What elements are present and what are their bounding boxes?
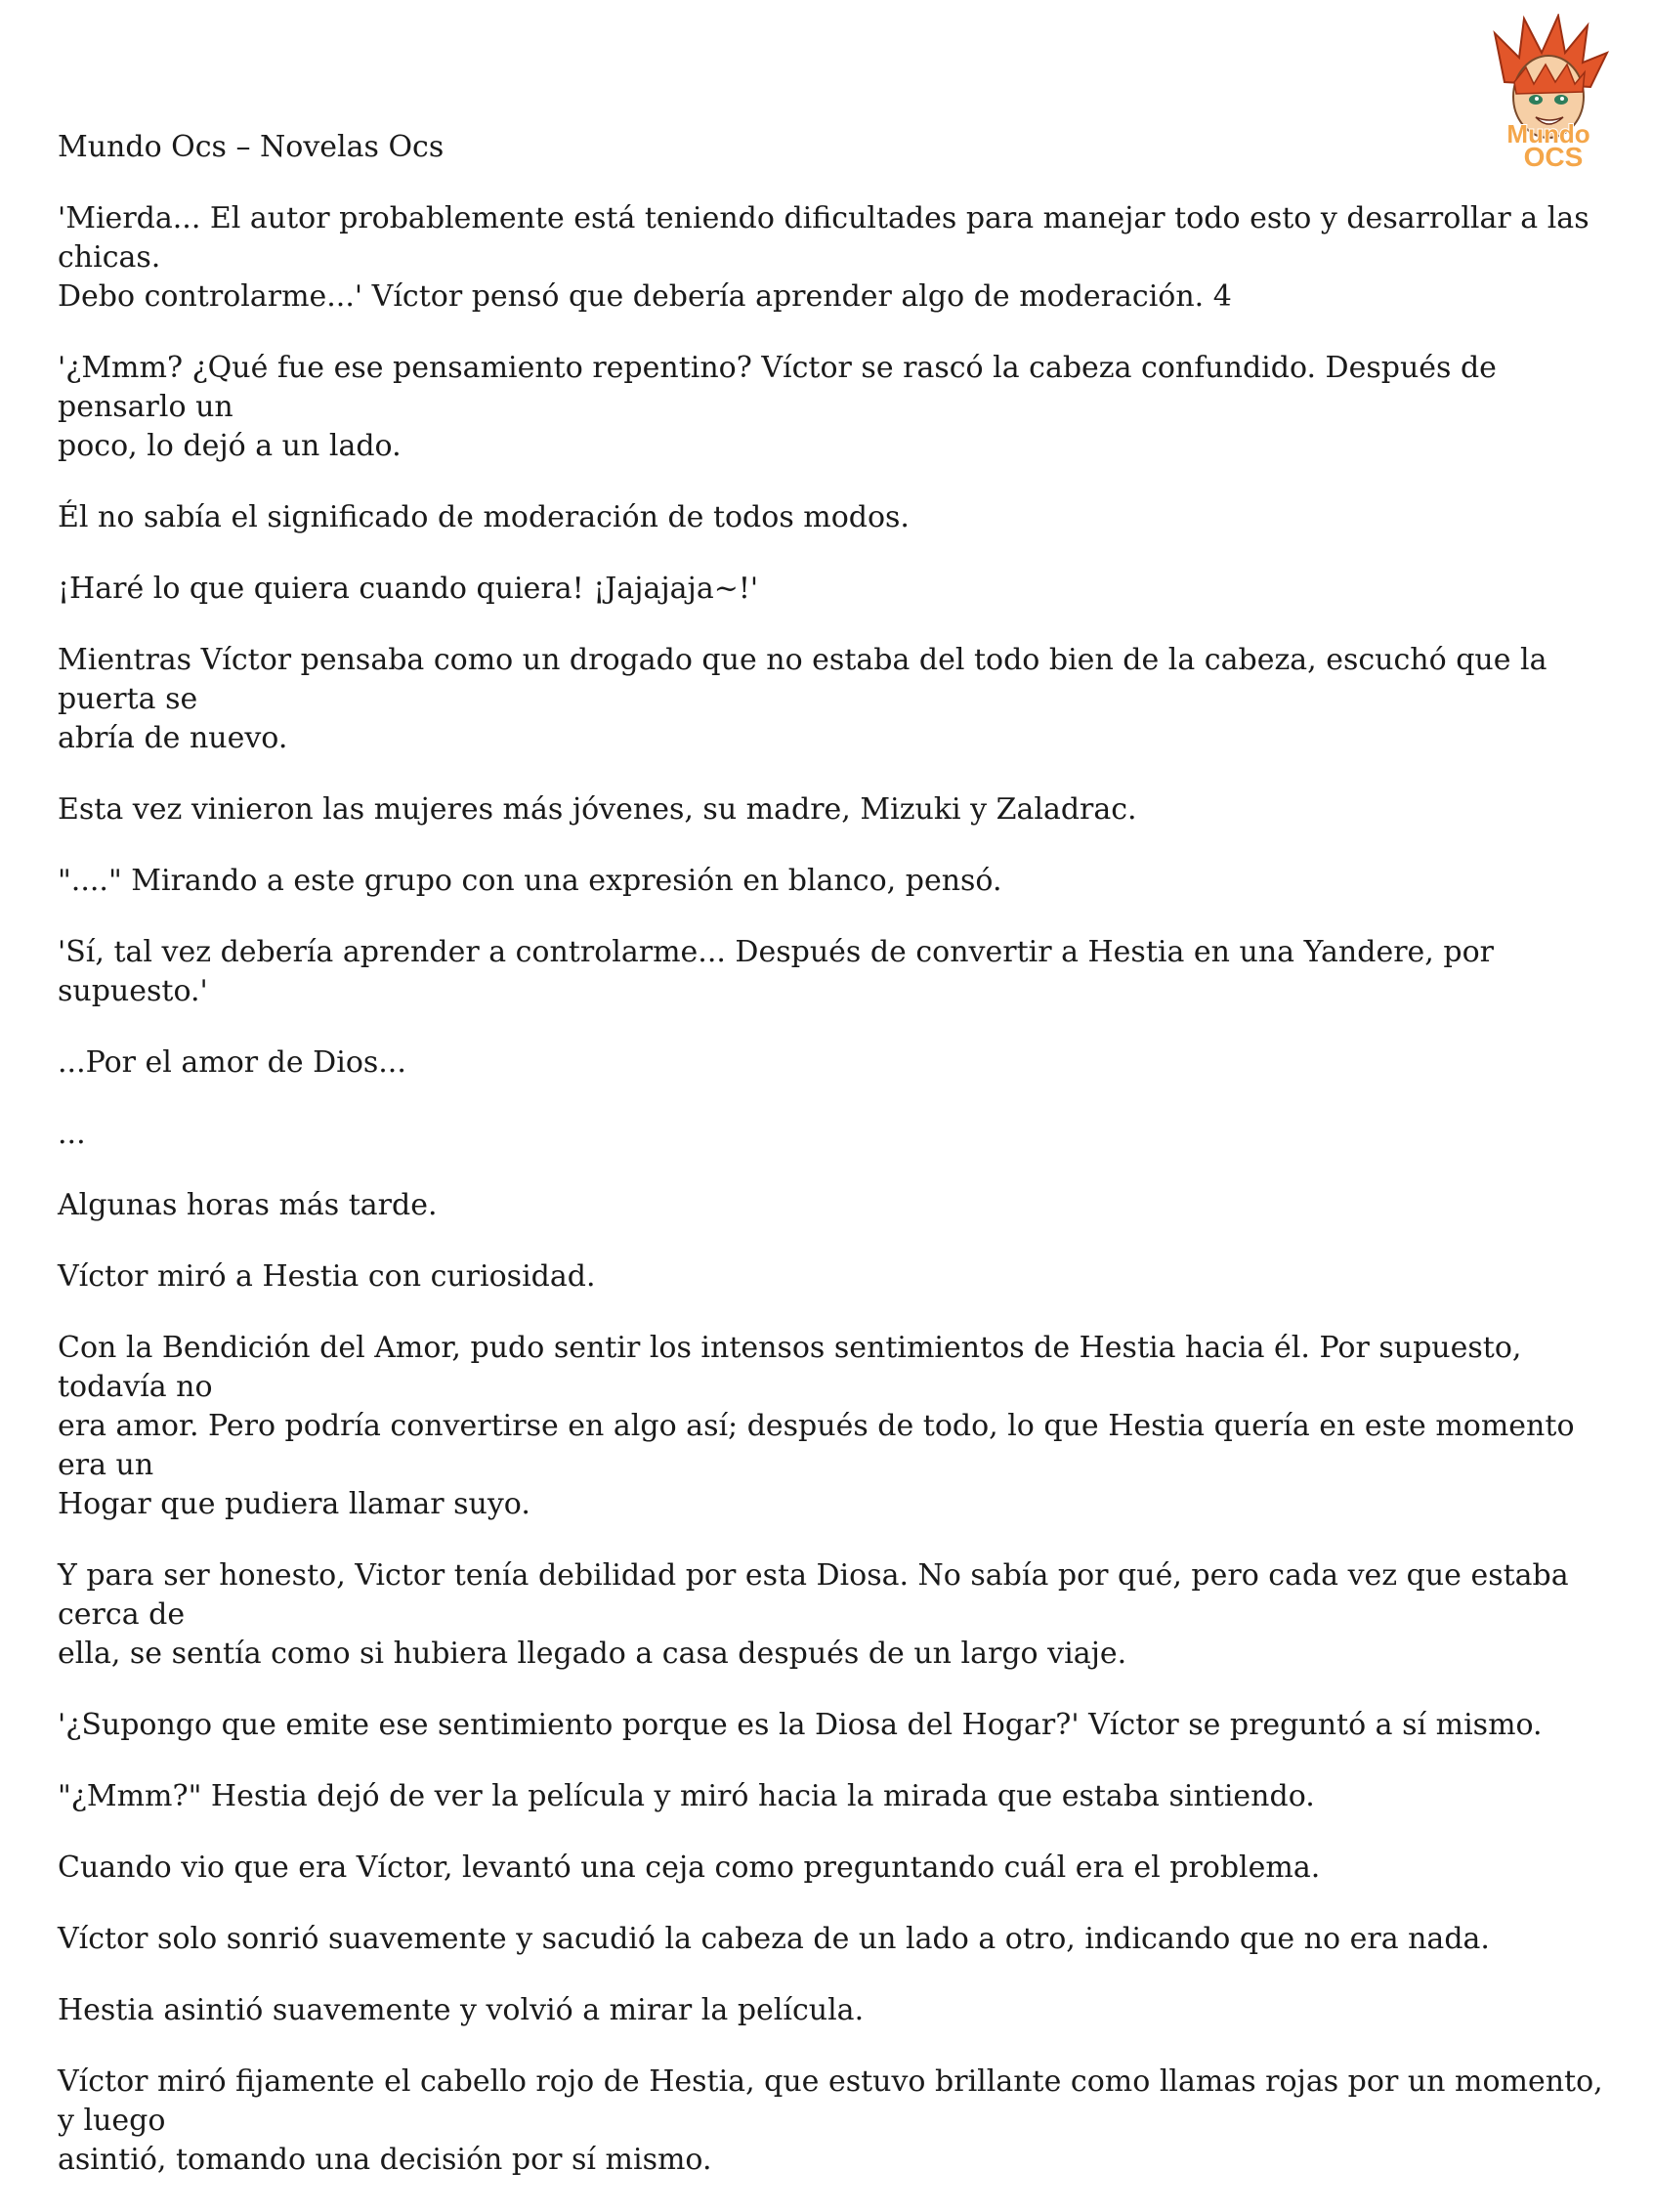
paragraph: Y para ser honesto, Victor tenía debilidad por esta Diosa. No sabía por qué, pero cada vez que estaba cerca de ella, se sentía como si hubiera llegado a casa después de un largo viaje.: [58, 1558, 1569, 1671]
paragraph: ¡Haré lo que quiera cuando quiera! ¡Jajajaja~!': [58, 572, 759, 606]
paragraph: Esta vez vinieron las mujeres más jóvenes, su madre, Mizuki y Zaladrac.: [58, 792, 1137, 827]
paragraph: ...Por el amor de Dios...: [58, 1045, 406, 1080]
paragraph: "...." Mirando a este grupo con una expresión en blanco, pensó.: [58, 864, 1002, 898]
paragraph: "¿Mmm?" Hestia dejó de ver la película y miró hacia la mirada que estaba sintiendo.: [58, 1779, 1315, 1813]
document-body: [58, 199, 1621, 2212]
logo-text-line2: OCS: [1523, 142, 1584, 170]
paragraph: Víctor miró a Hestia con curiosidad.: [58, 1259, 596, 1294]
paragraph: Con la Bendición del Amor, pudo sentir los intensos sentimientos de Hestia hacia él. Por supuesto, todavía no era amor. Pero podría convertirse en algo así; después de todo, lo que Hestia quería en este momento era un Hogar que pudiera llamar suyo.: [58, 1331, 1575, 1521]
paragraph: Víctor solo sonrió suavemente y sacudió la cabeza de un lado a otro, indicando que no era nada.: [58, 1922, 1490, 1956]
paragraph: Hestia asintió suavemente y volvió a mirar la película.: [58, 1993, 865, 2027]
paragraph: '¿Mmm? ¿Qué fue ese pensamiento repentino? Víctor se rascó la cabeza confundido. Después de pensarlo un poco, lo dejó a un lado.: [58, 351, 1497, 463]
paragraph: 'Mierda... El autor probablemente está teniendo dificultades para manejar todo esto y desarrollar a las chicas. Debo controlarme...' Víctor pensó que debería aprender algo de moderación. 4: [58, 201, 1589, 314]
paragraph: ...: [58, 1117, 86, 1151]
paragraph: Mientras Víctor pensaba como un drogado que no estaba del todo bien de la cabeza, escuchó que la puerta se abría de nuevo.: [58, 643, 1547, 755]
mundo-ocs-logo-icon: [1465, 14, 1632, 170]
paragraph: Algunas horas más tarde.: [58, 1188, 438, 1222]
logo-graphic: [1465, 14, 1632, 170]
paragraph: Víctor miró fijamente el cabello rojo de Hestia, que estuvo brillante como llamas rojas por un momento, y luego asintió, tomando una decisión por sí mismo.: [58, 2064, 1603, 2177]
paragraph: '¿Supongo que emite ese sentimiento porque es la Diosa del Hogar?' Víctor se preguntó a sí mismo.: [58, 1708, 1543, 1742]
paragraph: Cuando vio que era Víctor, levantó una ceja como preguntando cuál era el problema.: [58, 1850, 1321, 1885]
paragraph: Él no sabía el significado de moderación de todos modos.: [58, 500, 910, 534]
page-header: Mundo Ocs – Novelas Ocs: [58, 130, 445, 164]
logo-text-line1: Mundo: [1506, 119, 1590, 149]
paragraph: 'Sí, tal vez debería aprender a controlarme... Después de convertir a Hestia en una Yandere, por supuesto.': [58, 935, 1494, 1008]
